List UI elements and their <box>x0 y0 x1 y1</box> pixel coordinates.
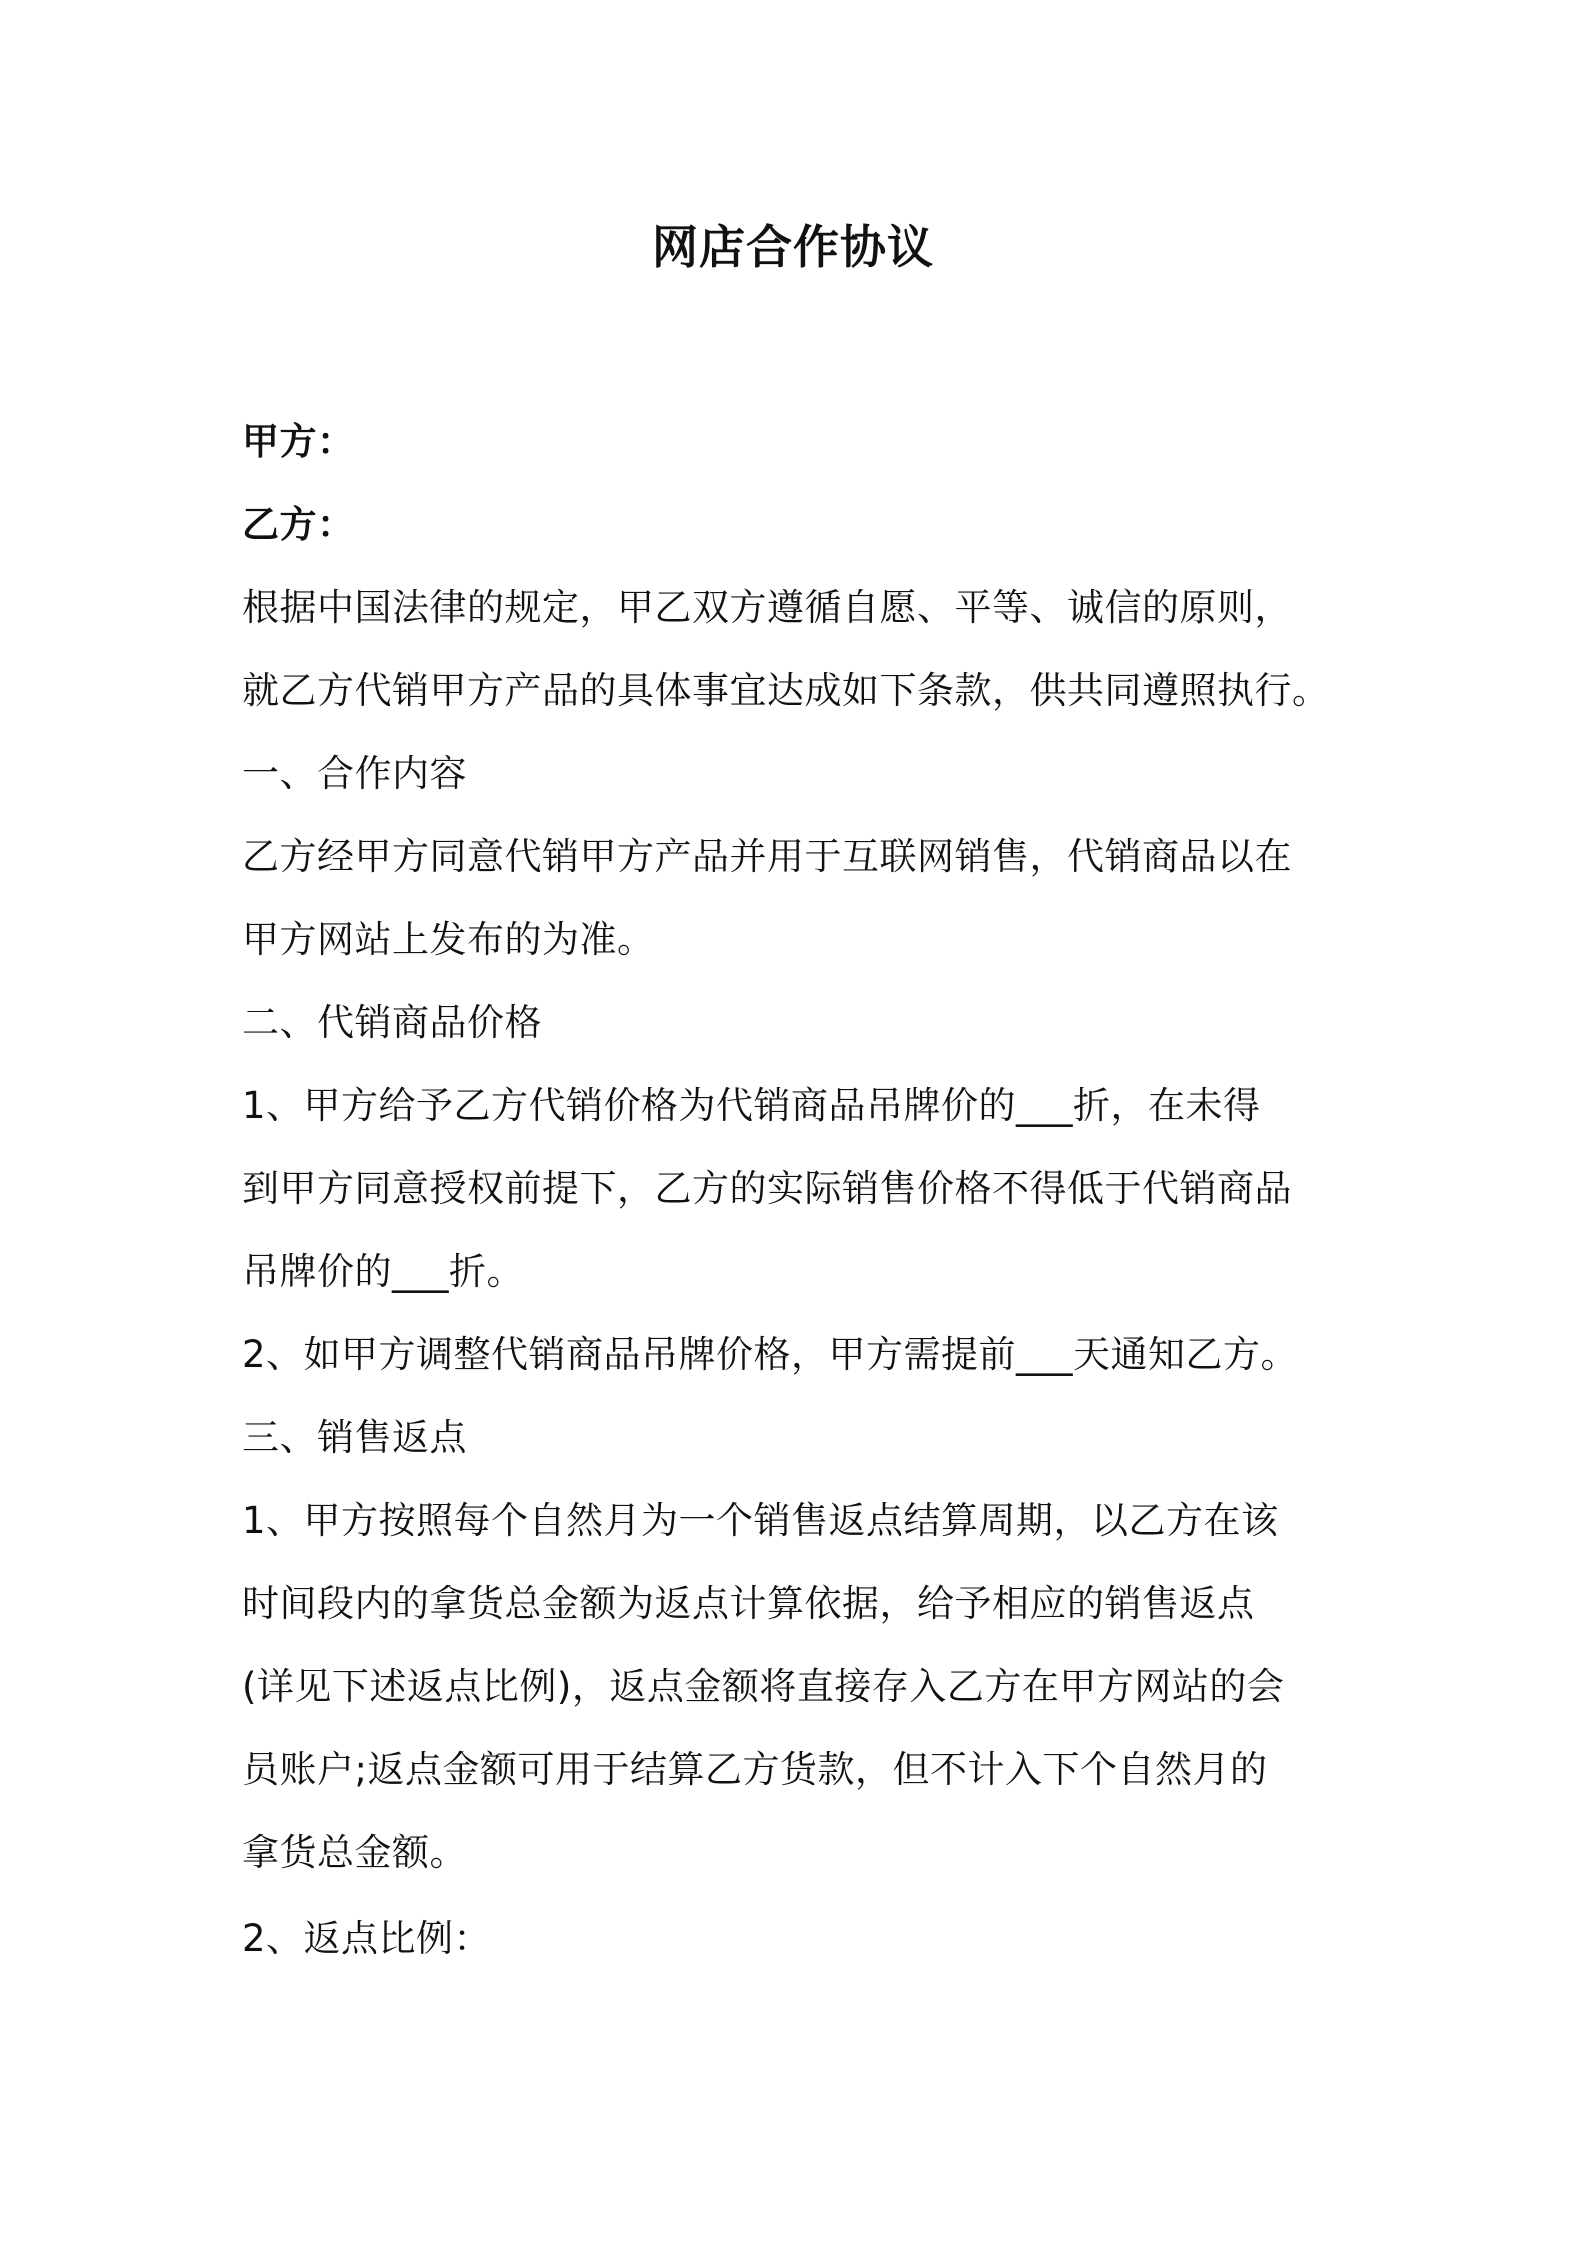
party-a-label: 甲方： <box>242 420 355 463</box>
document-title: 网店合作协议 <box>652 220 934 274</box>
section-2-clause-2: 2、如甲方调整代销商品吊牌价格，甲方需提前___天通知乙方。 <box>242 1333 1299 1376</box>
section-3-clause-2: 2、返点比例： <box>242 1917 492 1960</box>
section-3-clause-1-line-5: 拿货总金额。 <box>242 1831 467 1874</box>
section-1-heading: 一、合作内容 <box>242 752 467 795</box>
section-3-clause-1-line-3: (详见下述返点比例)，返点金额将直接存入乙方在甲方网站的会 <box>242 1665 1285 1708</box>
section-2-clause-1-line-2: 到甲方同意授权前提下，乙方的实际销售价格不得低于代销商品 <box>242 1167 1292 1210</box>
document-body <box>242 400 1382 1980</box>
section-3-heading: 三、销售返点 <box>242 1416 467 1459</box>
section-3-clause-1-line-2: 时间段内的拿货总金额为返点计算依据，给予相应的销售返点 <box>242 1582 1255 1625</box>
section-2-clause-1-line-3: 吊牌价的___折。 <box>242 1250 524 1293</box>
preamble-line-2: 就乙方代销甲方产品的具体事宜达成如下条款，供共同遵照执行。 <box>242 669 1330 712</box>
party-b-label: 乙方： <box>242 503 355 546</box>
preamble-line-1: 根据中国法律的规定，甲乙双方遵循自愿、平等、诚信的原则， <box>242 586 1292 629</box>
section-1-text-line-2: 甲方网站上发布的为准。 <box>242 918 655 961</box>
section-2-clause-1-line-1: 1、甲方给予乙方代销价格为代销商品吊牌价的___折，在未得 <box>242 1084 1261 1127</box>
section-3-clause-1-line-4: 员账户;返点金额可用于结算乙方货款，但不计入下个自然月的 <box>242 1748 1268 1791</box>
section-2-heading: 二、代销商品价格 <box>242 1001 542 1044</box>
section-3-clause-1-line-1: 1、甲方按照每个自然月为一个销售返点结算周期，以乙方在该 <box>242 1499 1279 1542</box>
section-1-text-line-1: 乙方经甲方同意代销甲方产品并用于互联网销售，代销商品以在 <box>242 835 1292 878</box>
